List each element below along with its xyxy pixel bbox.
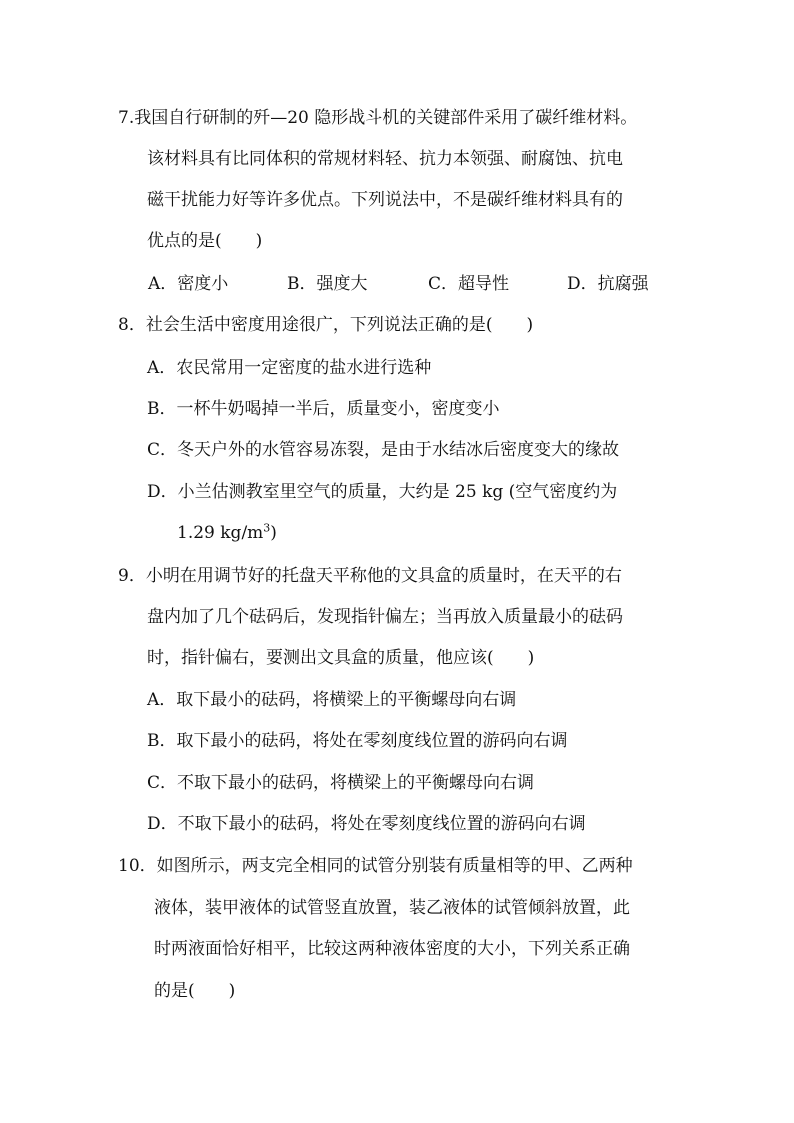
question-9-option-d: D．不取下最小的砝码，将处在零刻度线位置的游码向右调 bbox=[147, 814, 586, 834]
question-7-option-b: B．强度大 bbox=[287, 274, 368, 294]
question-9-line-2: 盘内加了几个砝码后，发现指针偏左；当再放入质量最小的砝码 bbox=[147, 607, 623, 627]
question-7-line-4: 优点的是( ) bbox=[147, 231, 263, 251]
question-10-line-4: 的是( ) bbox=[154, 981, 236, 1001]
question-8-text-1: 社会生活中密度用途很广，下列说法正确的是( ) bbox=[145, 315, 534, 335]
question-10-line-2: 液体，装甲液体的试管竖直放置，装乙液体的试管倾斜放置，此 bbox=[154, 898, 630, 918]
question-9-option-a: A．取下最小的砝码，将横梁上的平衡螺母向右调 bbox=[147, 690, 517, 710]
question-8-option-d: D．小兰估测教室里空气的质量，大约是 25 kg (空气密度约为 bbox=[147, 482, 618, 502]
question-7-option-c: C．超导性 bbox=[428, 274, 510, 294]
question-7-option-a: A．密度小 bbox=[148, 274, 229, 294]
question-8-option-c: C．冬天户外的水管容易冻裂，是由于水结冰后密度变大的缘故 bbox=[147, 440, 620, 460]
question-8-number: 8． bbox=[118, 315, 146, 335]
question-8-option-a: A．农民常用一定密度的盐水进行选种 bbox=[147, 358, 432, 378]
question-8-option-d-continuation bbox=[177, 521, 277, 545]
question-9-line-3: 时，指针偏右，要测出文具盒的质量，他应该( ) bbox=[147, 648, 535, 668]
air-density-value: 1.29 kg/m bbox=[177, 523, 264, 543]
question-7-text-1: 我国自行研制的歼—20 隐形战斗机的关键部件采用了碳纤维材料。 bbox=[134, 108, 638, 128]
question-10-number: 10． bbox=[118, 856, 157, 876]
question-7-line-3: 磁干扰能力好等许多优点。下列说法中，不是碳纤维材料具有的 bbox=[147, 190, 623, 210]
question-10-text-1: 如图所示，两支完全相同的试管分别装有质量相等的甲、乙两种 bbox=[156, 856, 633, 876]
question-10-line-3: 时两液面恰好相平，比较这两种液体密度的大小，下列关系正确 bbox=[154, 939, 630, 959]
question-9-text-1: 小明在用调节好的托盘天平称他的文具盒的质量时，在天平的右 bbox=[145, 566, 622, 586]
question-9-option-c: C．不取下最小的砝码，将横梁上的平衡螺母向右调 bbox=[147, 773, 535, 793]
question-7-line-1 bbox=[118, 106, 637, 130]
question-9-option-b: B．取下最小的砝码，将处在零刻度线位置的游码向右调 bbox=[147, 731, 568, 751]
question-7-options bbox=[0, 272, 794, 296]
question-8-line-1 bbox=[118, 313, 533, 337]
question-7-number: 7. bbox=[118, 108, 135, 128]
question-10-line-1 bbox=[118, 854, 633, 878]
question-7-line-2: 该材料具有比同体积的常规材料轻、抗力本领强、耐腐蚀、抗电 bbox=[147, 149, 623, 169]
air-density-close-paren: ) bbox=[270, 523, 277, 543]
unit-exponent: 3 bbox=[263, 521, 271, 535]
question-7-option-d: D．抗腐强 bbox=[567, 274, 649, 294]
question-8-option-b: B．一杯牛奶喝掉一半后，质量变小，密度变小 bbox=[147, 399, 500, 419]
question-9-line-1 bbox=[118, 564, 622, 588]
question-9-number: 9． bbox=[118, 566, 146, 586]
